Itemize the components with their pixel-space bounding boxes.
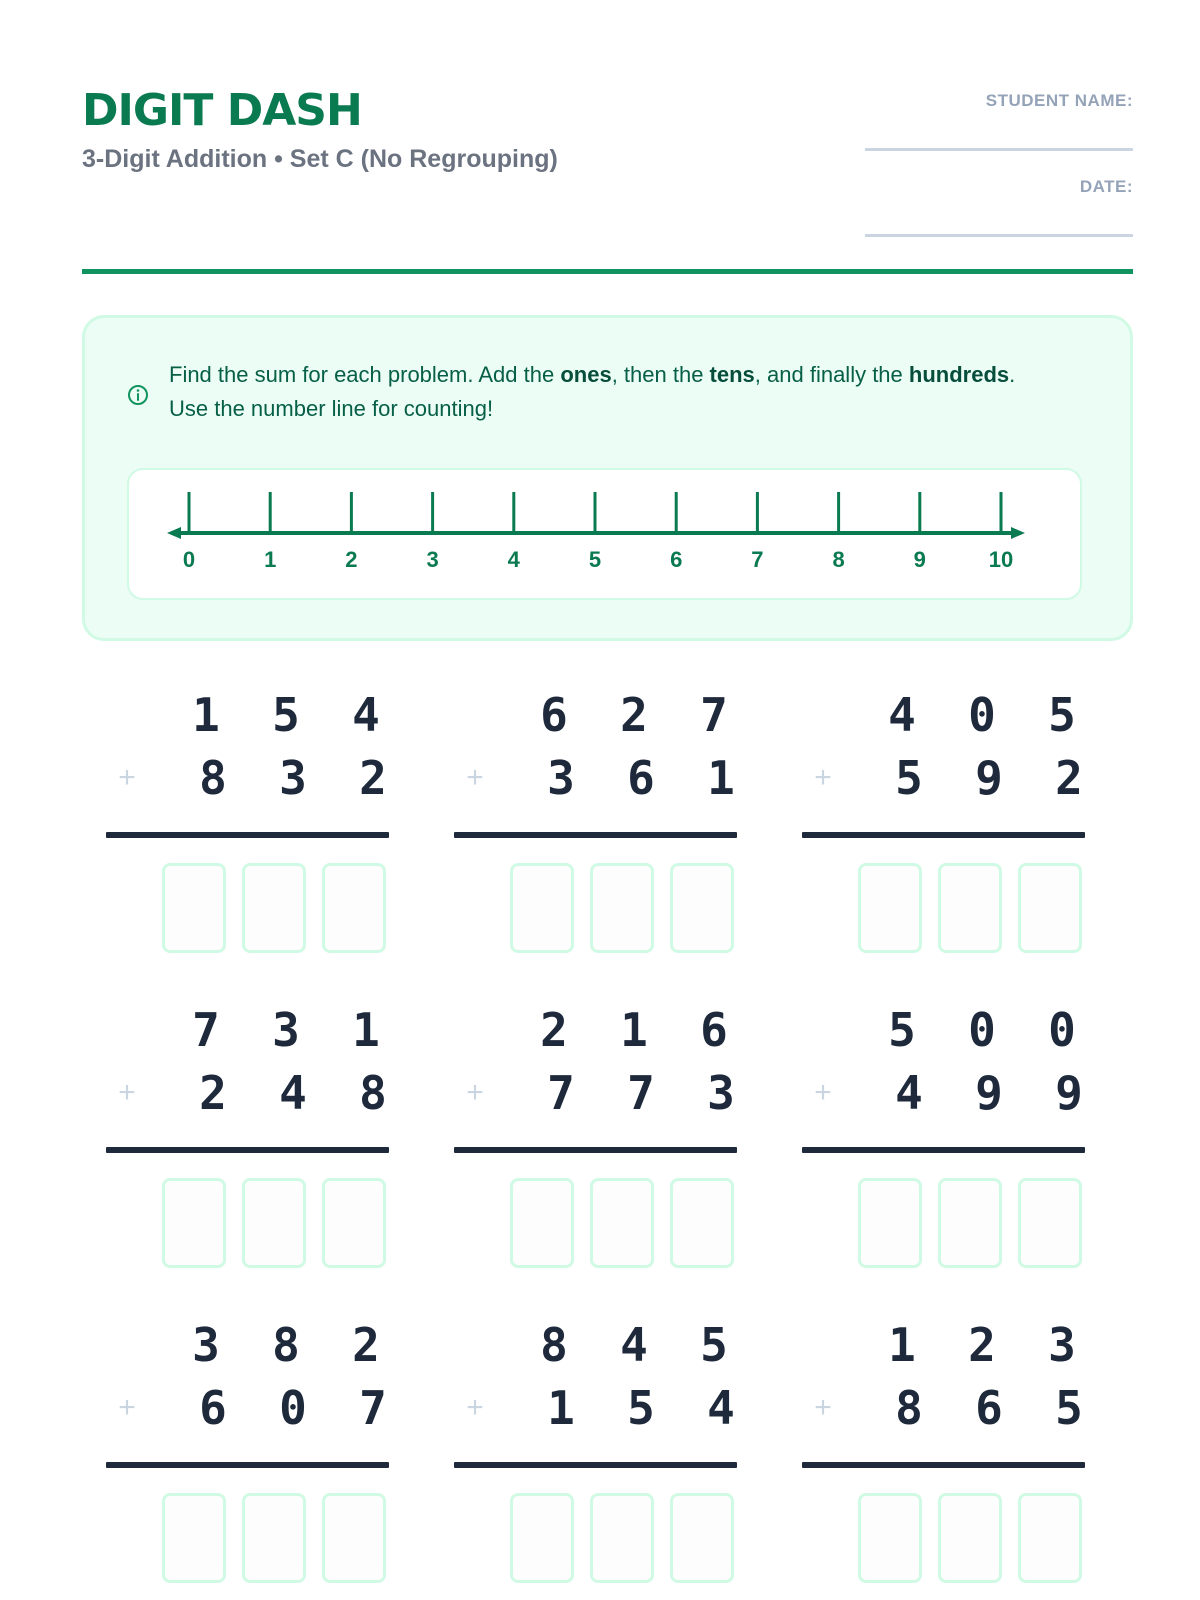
plus-sign: + [466,1391,484,1424]
digit: 8 [199,751,227,805]
addend-top [802,1315,1092,1375]
header-divider [82,269,1133,274]
digit: 2 [620,688,648,742]
digit: 5 [895,751,923,805]
answer-digit-box[interactable] [938,1178,1002,1268]
number-line-label: 2 [345,547,358,572]
answer-digit-box[interactable] [858,863,922,953]
addition-problem [802,1315,1092,1595]
answer-digit-box[interactable] [162,1493,226,1583]
date-line[interactable] [865,234,1133,237]
addend-bottom [454,1378,744,1438]
number-line-label: 1 [264,547,277,572]
digit: 4 [279,1066,307,1120]
digit: 3 [707,1066,735,1120]
digit: 0 [1048,1003,1076,1057]
digit: 9 [975,1066,1003,1120]
digit: 5 [272,688,300,742]
plus-sign: + [814,1391,832,1424]
addend-top [106,685,396,745]
digit: 8 [895,1381,923,1435]
digit: 9 [1055,1066,1083,1120]
tens-emphasis: tens [709,362,755,387]
digit: 6 [975,1381,1003,1435]
digit: 7 [700,688,728,742]
digit: 7 [547,1066,575,1120]
addition-problem [454,1000,744,1280]
answer-digit-box[interactable] [242,1178,306,1268]
digit: 7 [627,1066,655,1120]
answer-digit-box[interactable] [510,1178,574,1268]
digit: 3 [547,751,575,805]
answer-digit-box[interactable] [510,863,574,953]
addend-top [454,1315,744,1375]
digit: 3 [1048,1318,1076,1372]
digit: 2 [359,751,387,805]
digit: 1 [192,688,220,742]
answer-digit-box[interactable] [590,863,654,953]
number-line-panel [127,468,1082,600]
digit: 1 [620,1003,648,1057]
sum-rule [106,1462,389,1468]
digit: 1 [352,1003,380,1057]
digit: 6 [540,688,568,742]
answer-digit-box[interactable] [1018,1178,1082,1268]
answer-digit-box[interactable] [1018,863,1082,953]
digit: 5 [1048,688,1076,742]
answer-digit-box[interactable] [590,1178,654,1268]
digit: 6 [199,1381,227,1435]
sum-rule [106,832,389,838]
answer-digit-box[interactable] [858,1493,922,1583]
addend-bottom [106,1378,396,1438]
digit: 5 [1055,1381,1083,1435]
number-line-label: 10 [988,547,1014,572]
digit: 4 [707,1381,735,1435]
number-line-label: 8 [832,547,845,572]
plus-sign: + [814,761,832,794]
digit: 5 [700,1318,728,1372]
hundreds-emphasis: hundreds [908,362,1010,387]
sum-rule [802,1462,1085,1468]
addend-top [454,1000,744,1060]
digit: 2 [199,1066,227,1120]
addend-bottom [454,1063,744,1123]
answer-digit-box[interactable] [242,863,306,953]
number-line-label: 6 [670,547,683,572]
right-arrow-icon [1011,527,1025,539]
digit: 3 [192,1318,220,1372]
left-arrow-icon [167,527,181,539]
digit: 6 [700,1003,728,1057]
plus-sign: + [466,761,484,794]
digit: 2 [968,1318,996,1372]
plus-sign: + [466,1076,484,1109]
number-line-label: 3 [426,547,439,572]
addition-problem [106,685,396,965]
addition-problem [106,1315,396,1595]
addend-top [106,1000,396,1060]
answer-digit-box[interactable] [1018,1493,1082,1583]
sum-rule [802,1147,1085,1153]
answer-digit-box[interactable] [162,863,226,953]
answer-digit-box[interactable] [162,1178,226,1268]
addend-bottom [802,748,1092,808]
addend-top [802,1000,1092,1060]
student-name-line[interactable] [865,148,1133,151]
digit: 5 [888,1003,916,1057]
digit: 4 [352,688,380,742]
number-line-label: 9 [913,547,926,572]
answer-digit-box[interactable] [938,1493,1002,1583]
digit: 4 [895,1066,923,1120]
number-line [129,470,1084,602]
addition-problem [802,1000,1092,1280]
addition-problem [454,1315,744,1595]
digit: 2 [352,1318,380,1372]
page-subtitle: 3-Digit Addition • Set C (No Regrouping) [82,145,558,173]
digit: 9 [975,751,1003,805]
plus-sign: + [118,1391,136,1424]
answer-digit-box[interactable] [670,1493,734,1583]
digit: 3 [272,1003,300,1057]
answer-digit-box[interactable] [670,1178,734,1268]
number-line-label: 5 [588,547,602,572]
sum-rule [802,832,1085,838]
digit: 7 [359,1381,387,1435]
answer-digit-box[interactable] [322,1493,386,1583]
ones-emphasis: ones [560,362,612,387]
digit: 4 [888,688,916,742]
answer-digit-box[interactable] [670,863,734,953]
addition-problem [802,685,1092,965]
answer-digit-box[interactable] [858,1178,922,1268]
page-title: DIGIT DASH [82,85,362,136]
digit: 0 [968,688,996,742]
instruction-text: Find the sum for each problem. Add the ones, then the tens, and finally the hundreds. Use the number line for counting! [169,362,1016,421]
answer-digit-box[interactable] [590,1493,654,1583]
instruction-box [82,315,1133,641]
digit: 0 [279,1381,307,1435]
addend-bottom [106,748,396,808]
addition-problem [106,1000,396,1280]
digit: 7 [192,1003,220,1057]
addend-bottom [802,1063,1092,1123]
digit: 8 [272,1318,300,1372]
addend-top [454,685,744,745]
sum-rule [454,832,737,838]
addition-problem [454,685,744,965]
number-line-label: 4 [507,547,520,572]
digit: 1 [547,1381,575,1435]
digit: 1 [707,751,735,805]
answer-digit-box[interactable] [242,1493,306,1583]
plus-sign: + [814,1076,832,1109]
plus-sign: + [118,761,136,794]
number-line-label: 0 [182,547,196,572]
addend-top [106,1315,396,1375]
worksheet-page [82,0,1133,1600]
digit: 5 [627,1381,655,1435]
sum-rule [454,1462,737,1468]
addend-bottom [454,748,744,808]
digit: 1 [888,1318,916,1372]
digit: 2 [540,1003,568,1057]
addend-bottom [802,1378,1092,1438]
digit: 6 [627,751,655,805]
student-name-label: STUDENT NAME: [985,91,1133,110]
date-label: DATE: [1079,177,1133,196]
addend-top [802,685,1092,745]
addend-bottom [106,1063,396,1123]
digit: 4 [620,1318,648,1372]
answer-digit-box[interactable] [322,863,386,953]
answer-digit-box[interactable] [510,1493,574,1583]
sum-rule [454,1147,737,1153]
plus-sign: + [118,1076,136,1109]
number-line-label: 7 [751,547,764,572]
answer-digit-box[interactable] [938,863,1002,953]
info-icon [127,384,149,406]
digit: 3 [279,751,307,805]
sum-rule [106,1147,389,1153]
digit: 8 [359,1066,387,1120]
digit: 8 [540,1318,568,1372]
digit: 0 [968,1003,996,1057]
digit: 2 [1055,751,1083,805]
answer-digit-box[interactable] [322,1178,386,1268]
